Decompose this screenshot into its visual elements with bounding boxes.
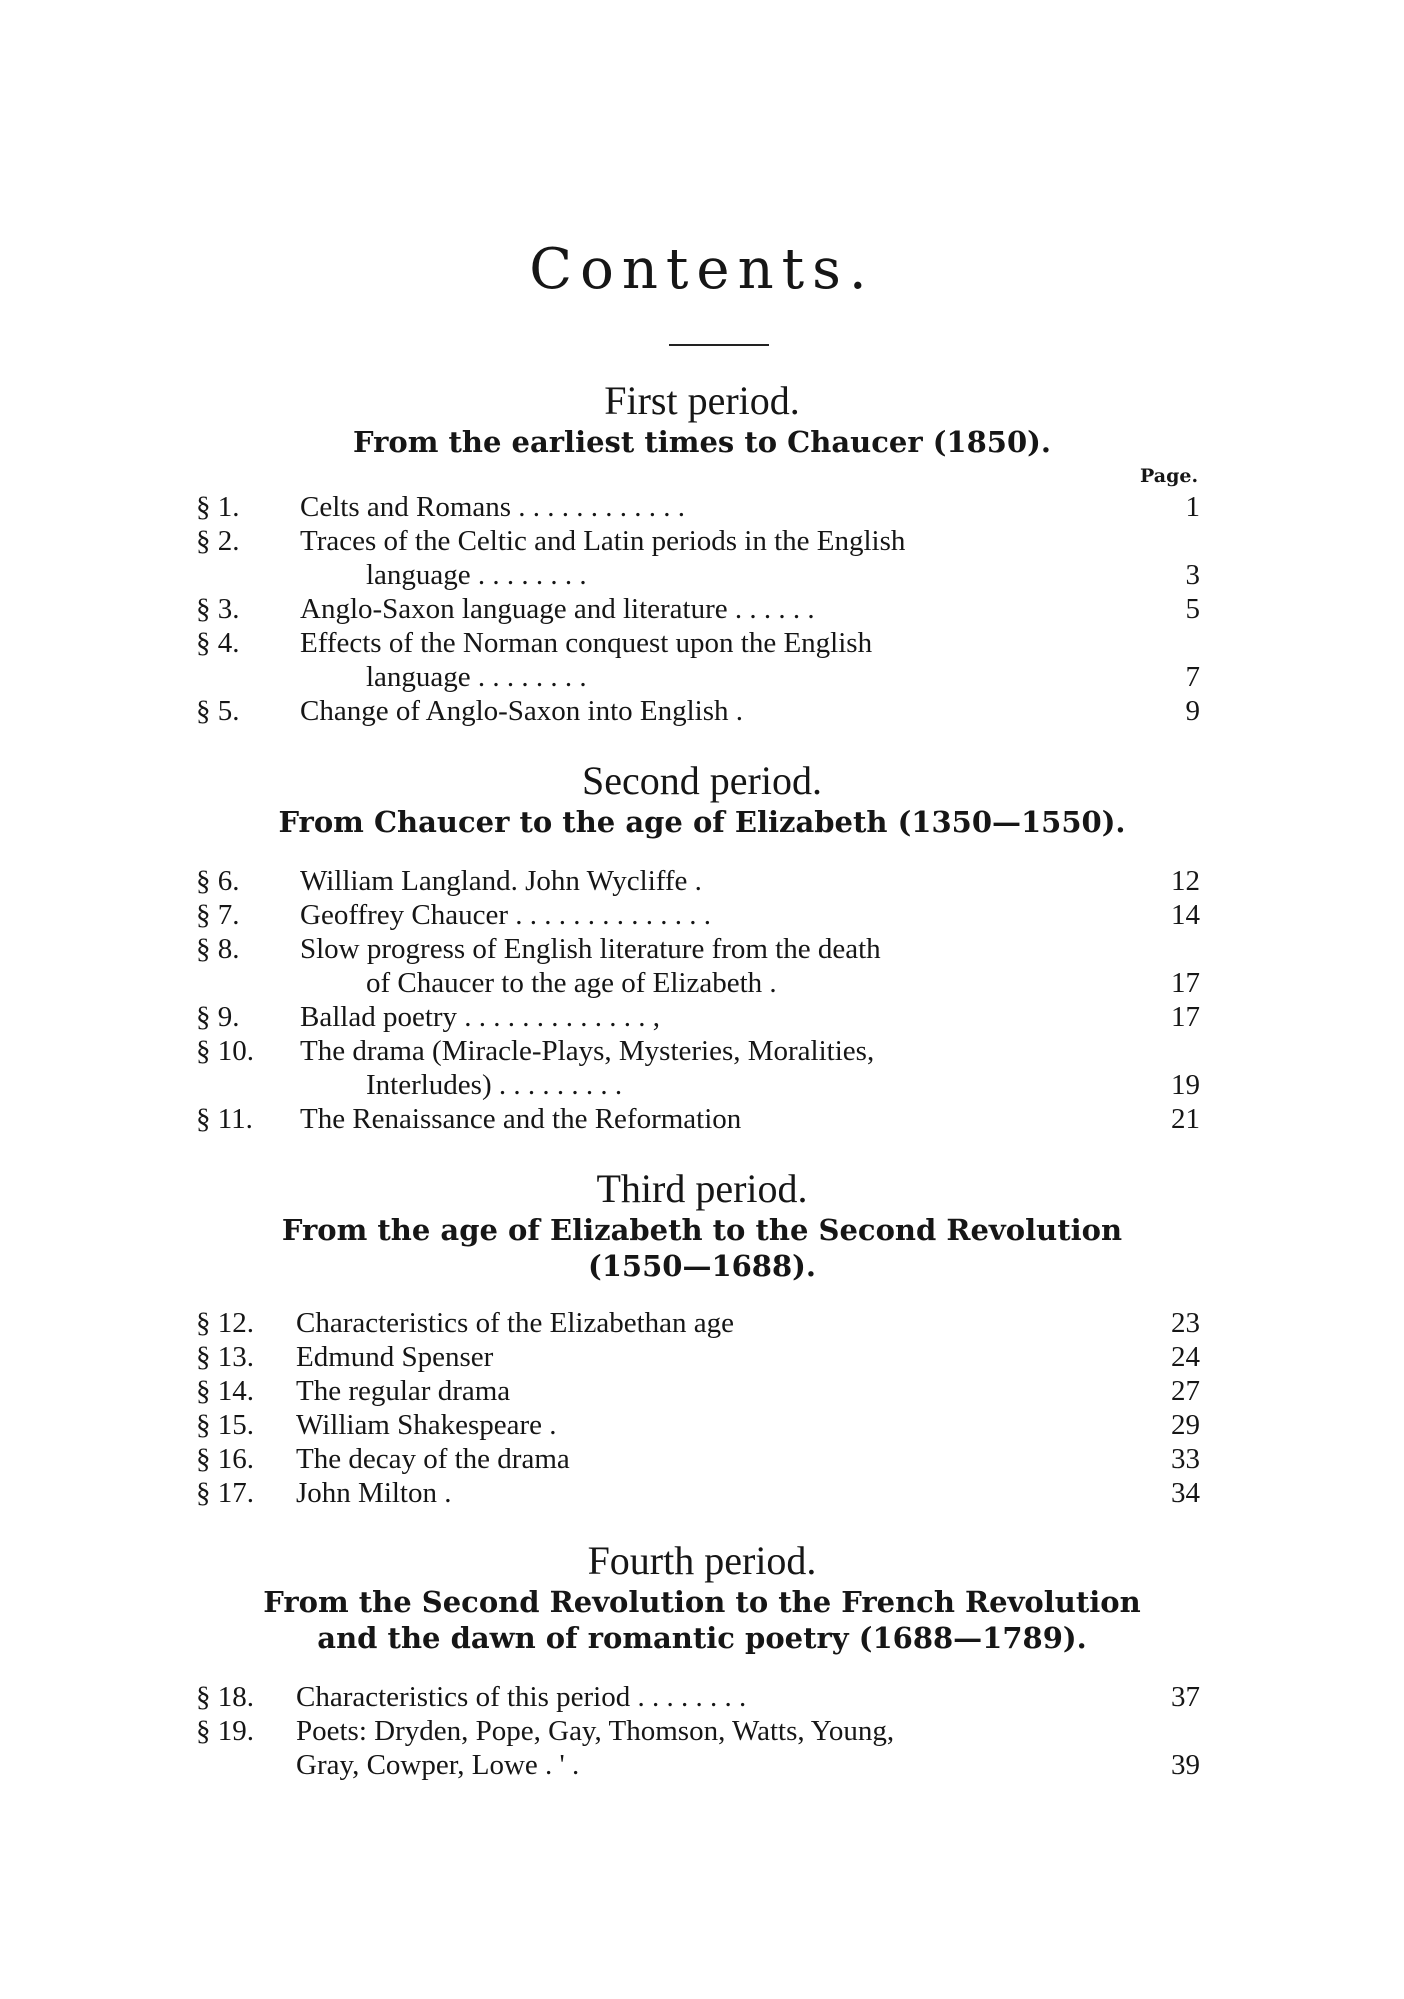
entry-title: John Milton . bbox=[296, 1477, 452, 1509]
period-subtitle: From the Second Revolution to the French Revolution bbox=[263, 1585, 1141, 1619]
entry-title: Celts and Romans . . . . . . . . . . . . bbox=[300, 491, 686, 523]
period-heading-2 bbox=[0, 758, 1404, 840]
entry-title-continued: language . . . . . . . . bbox=[366, 661, 587, 693]
period-name: Second period. bbox=[582, 758, 822, 803]
entry-title: Geoffrey Chaucer . . . . . . . . . . . . . . bbox=[300, 899, 711, 931]
entry-title: Edmund Spenser bbox=[296, 1341, 494, 1373]
page-number: 24 bbox=[1171, 1341, 1200, 1373]
entry-title: Anglo-Saxon language and literature . . . . . . bbox=[300, 593, 815, 625]
section-number: § 16. bbox=[196, 1443, 254, 1475]
section-number: § 15. bbox=[196, 1409, 254, 1441]
entry-title-continued: language . . . . . . . . bbox=[366, 559, 587, 591]
section-number: § 11. bbox=[196, 1103, 253, 1135]
period-subtitle: From the age of Elizabeth to the Second Revolution bbox=[281, 1213, 1123, 1247]
page-number: 1 bbox=[1185, 491, 1200, 523]
page-number: 3 bbox=[1185, 559, 1200, 591]
period-name: Fourth period. bbox=[587, 1538, 817, 1583]
page-number: 12 bbox=[1171, 865, 1200, 897]
page-number: 29 bbox=[1171, 1409, 1200, 1441]
period-heading-3 bbox=[0, 1166, 1404, 1284]
section-number: § 8. bbox=[196, 933, 240, 965]
entry-title-continued: of Chaucer to the age of Elizabeth . bbox=[366, 967, 777, 999]
entry-title: Effects of the Norman conquest upon the English bbox=[300, 627, 873, 659]
page-number: 23 bbox=[1171, 1307, 1200, 1339]
period-heading-4 bbox=[0, 1538, 1404, 1656]
section-number: § 12. bbox=[196, 1307, 254, 1339]
page-number: 9 bbox=[1185, 695, 1200, 727]
page-column-label: Page. bbox=[1140, 465, 1199, 487]
period-subtitle-line2: and the dawn of romantic poetry (1688—1789). bbox=[317, 1621, 1087, 1655]
section-number: § 14. bbox=[196, 1375, 254, 1407]
page-number: 34 bbox=[1171, 1477, 1200, 1509]
entry-title: Poets: Dryden, Pope, Gay, Thomson, Watts, Young, bbox=[296, 1715, 895, 1747]
page-number: 7 bbox=[1185, 661, 1200, 693]
period-name: Third period. bbox=[596, 1166, 808, 1211]
entry-title: The regular drama bbox=[296, 1375, 511, 1407]
page-number: 19 bbox=[1171, 1069, 1200, 1101]
entry-title: Ballad poetry . . . . . . . . . . . . . , bbox=[300, 1001, 661, 1033]
page-title: Contents. bbox=[529, 237, 875, 302]
period-heading-1 bbox=[0, 378, 1404, 460]
section-number: § 2. bbox=[196, 525, 240, 557]
section-number: § 3. bbox=[196, 593, 240, 625]
section-number: § 19. bbox=[196, 1715, 254, 1747]
page-number: 39 bbox=[1171, 1749, 1200, 1781]
page-number: 27 bbox=[1171, 1375, 1200, 1407]
entry-title: The decay of the drama bbox=[296, 1443, 570, 1475]
entry-title: William Langland. John Wycliffe . bbox=[300, 865, 702, 897]
section-number: § 7. bbox=[196, 899, 240, 931]
page-number: 5 bbox=[1185, 593, 1200, 625]
section-number: § 4. bbox=[196, 627, 240, 659]
entry-title: The Renaissance and the Reformation bbox=[300, 1103, 742, 1135]
section-number: § 9. bbox=[196, 1001, 240, 1033]
entry-title: Characteristics of this period . . . . . . . . bbox=[296, 1681, 747, 1713]
page-number: 21 bbox=[1171, 1103, 1200, 1135]
page-number: 33 bbox=[1171, 1443, 1200, 1475]
entry-title-continued: Interludes) . . . . . . . . . bbox=[366, 1069, 623, 1101]
period-subtitle-line2: (1550—1688). bbox=[588, 1249, 816, 1283]
page-number: 37 bbox=[1171, 1681, 1200, 1713]
page-number: 17 bbox=[1171, 1001, 1200, 1033]
entry-title: Slow progress of English literature from the death bbox=[300, 933, 881, 965]
section-number: § 10. bbox=[196, 1035, 254, 1067]
entry-title-continued: Gray, Cowper, Lowe . ' . bbox=[296, 1749, 580, 1781]
section-number: § 18. bbox=[196, 1681, 254, 1713]
section-number: § 17. bbox=[196, 1477, 254, 1509]
section-number: § 6. bbox=[196, 865, 240, 897]
period-name: First period. bbox=[604, 378, 800, 423]
entry-title: Change of Anglo-Saxon into English . bbox=[300, 695, 744, 727]
period-subtitle: From the earliest times to Chaucer (1850). bbox=[353, 425, 1051, 459]
entry-title: The drama (Miracle-Plays, Mysteries, Moralities, bbox=[300, 1035, 875, 1067]
entry-title: Traces of the Celtic and Latin periods in the English bbox=[300, 525, 906, 557]
entry-title: William Shakespeare . bbox=[296, 1409, 557, 1441]
entry-title: Characteristics of the Elizabethan age bbox=[296, 1307, 735, 1339]
section-number: § 1. bbox=[196, 491, 240, 523]
title-rule bbox=[669, 344, 769, 346]
page-number: 14 bbox=[1171, 899, 1200, 931]
period-subtitle: From Chaucer to the age of Elizabeth (1350—1550). bbox=[278, 805, 1126, 839]
section-number: § 5. bbox=[196, 695, 240, 727]
page-number: 17 bbox=[1171, 967, 1200, 999]
section-number: § 13. bbox=[196, 1341, 254, 1373]
